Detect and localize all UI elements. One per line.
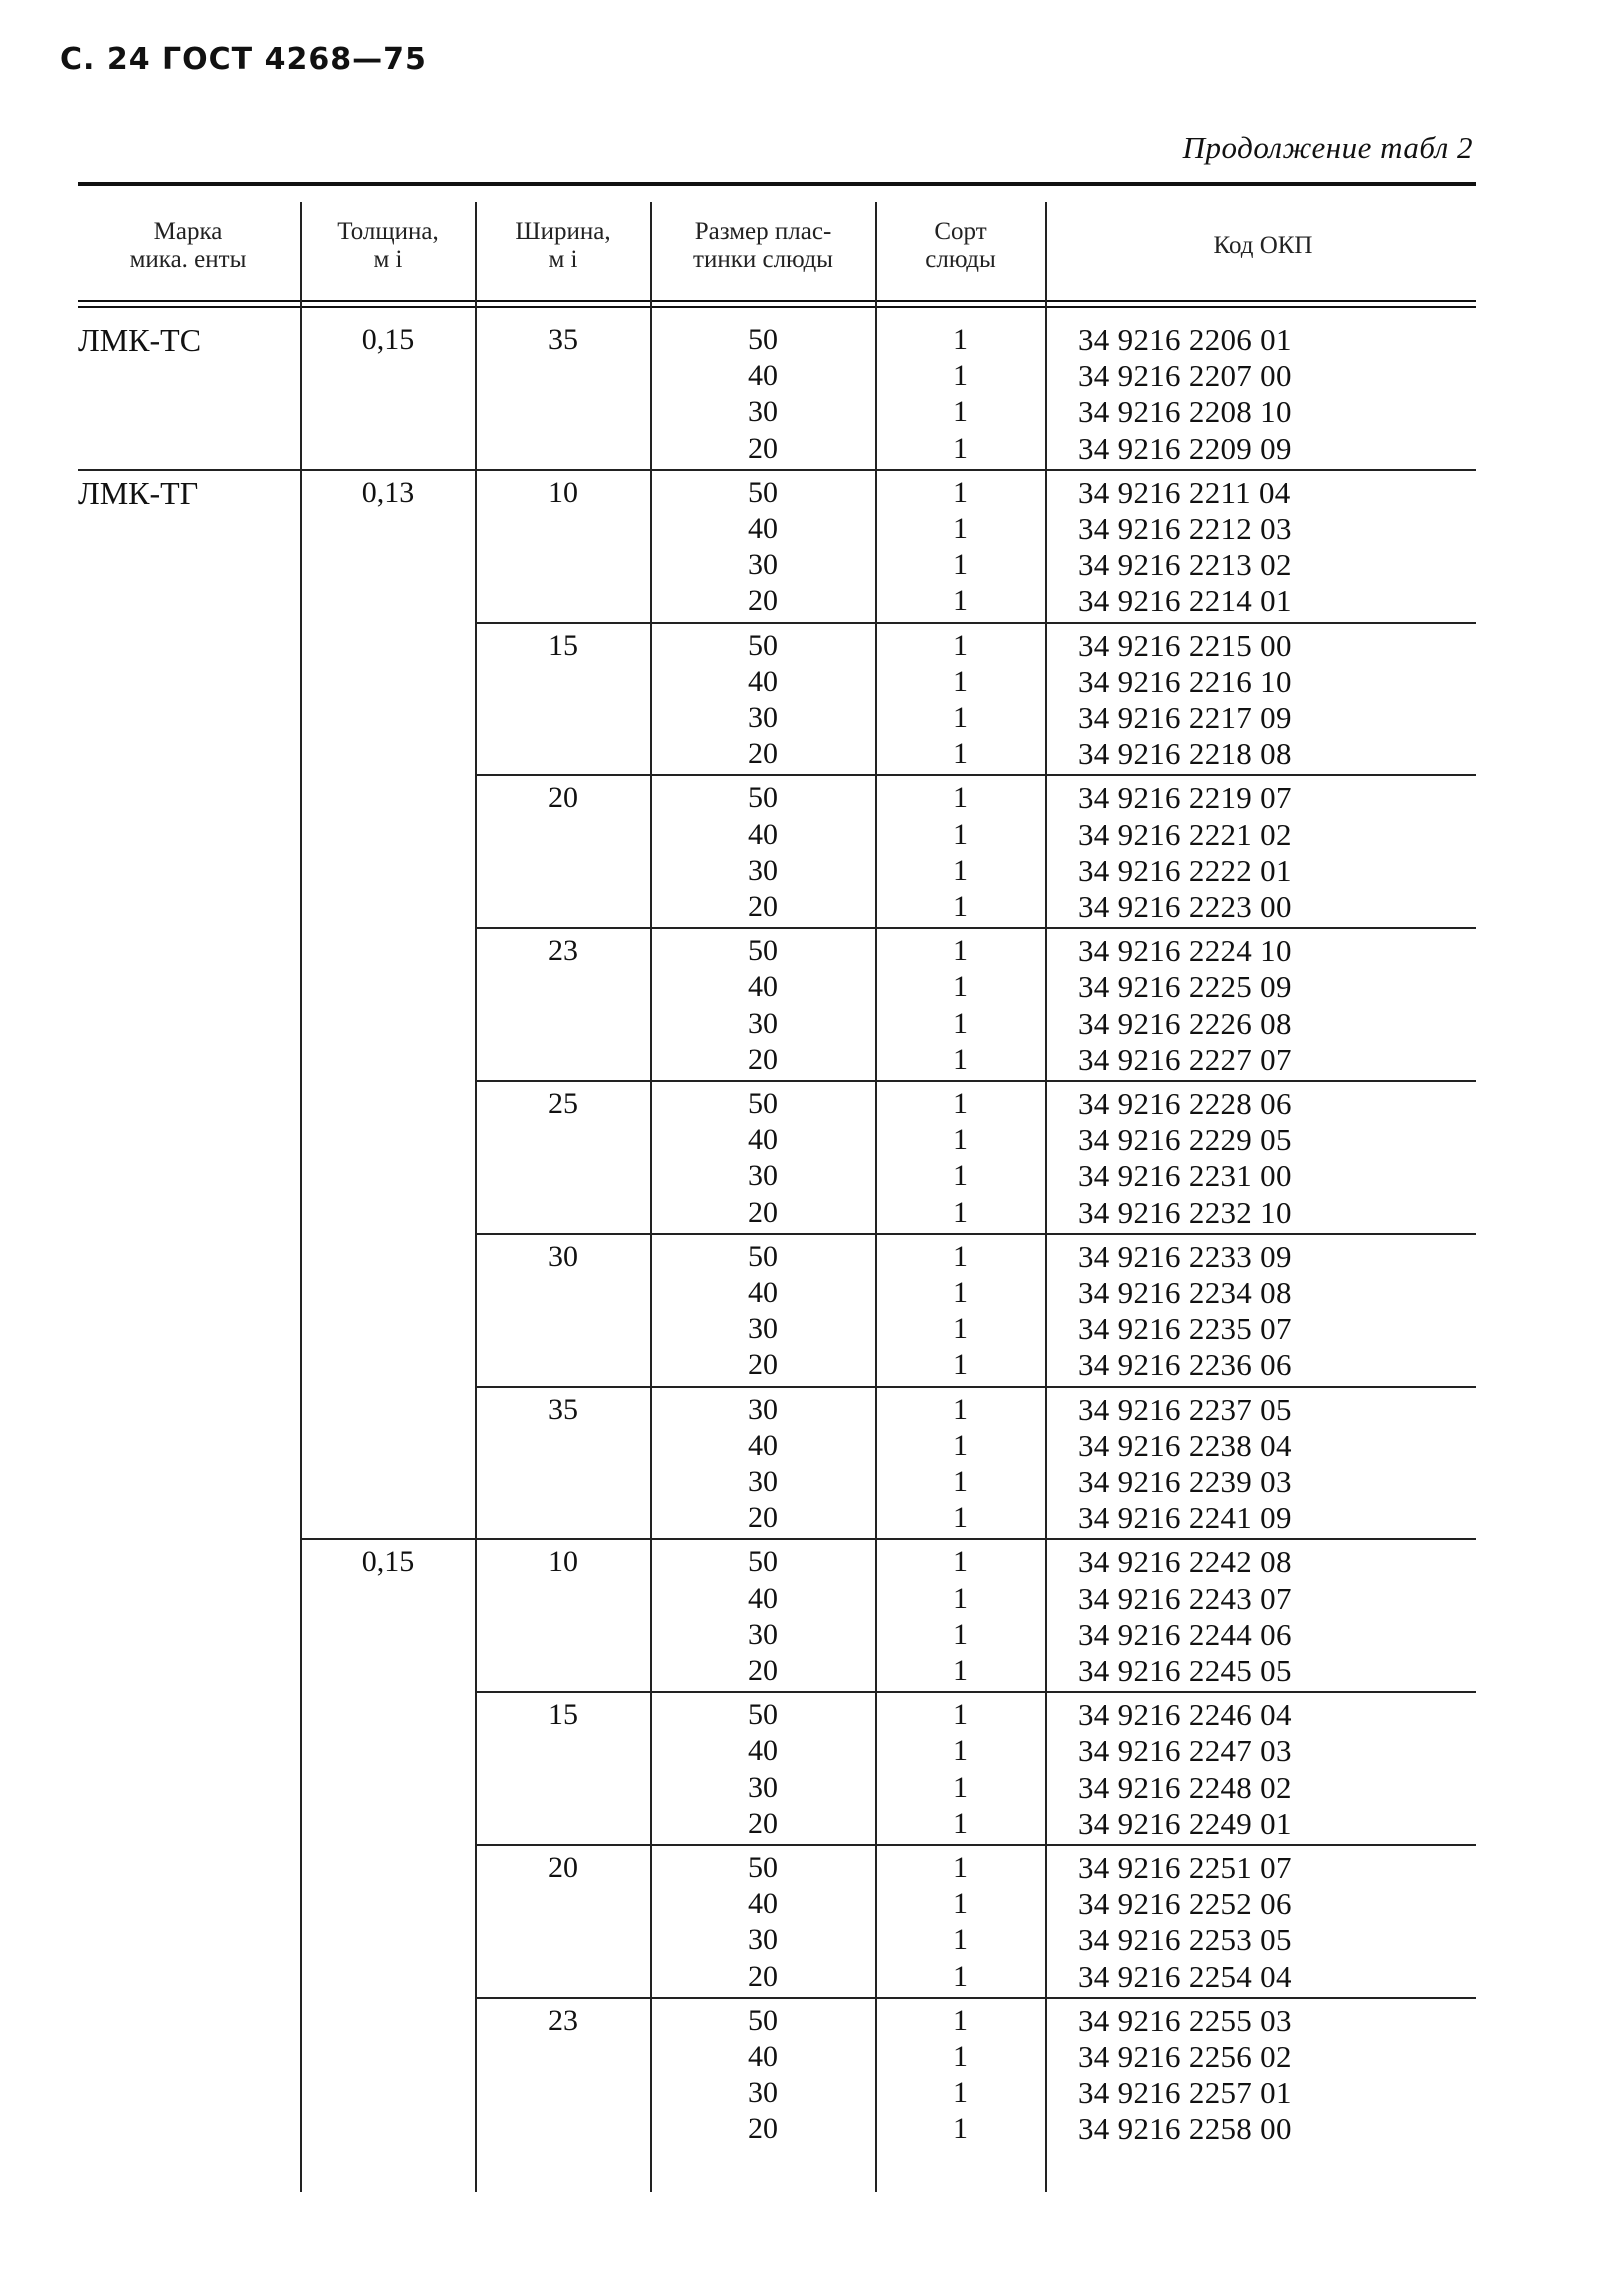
thickness-cell: 0,15 — [361, 323, 415, 356]
okp-code-cell: 34 9216 2238 04 — [1078, 1427, 1292, 1463]
plate-size-cell: 50 — [748, 781, 778, 815]
col-line-5 — [1045, 202, 1047, 2192]
grade-cell: 1 — [953, 1545, 968, 1579]
grade-cell: 1 — [953, 2003, 968, 2037]
header-plate-size: Размер плас- тинки слюды — [693, 218, 833, 273]
okp-code-cell: 34 9216 2249 01 — [1078, 1805, 1292, 1841]
plate-size-cell: 50 — [748, 1851, 778, 1884]
width-cell: 35 — [548, 1392, 578, 1426]
thickness-cell: 0,13 — [361, 475, 415, 509]
grade-cell: 1 — [953, 1465, 968, 1498]
grade-cell: 1 — [953, 1959, 968, 1993]
width-cell: 25 — [548, 1087, 578, 1120]
grade-cell: 1 — [953, 1617, 968, 1651]
grade-cell: 1 — [953, 1123, 968, 1157]
grade-cell: 1 — [953, 1348, 968, 1382]
okp-code-cell: 34 9216 2233 09 — [1078, 1238, 1292, 1274]
okp-code-cell: 34 9216 2255 03 — [1078, 2002, 1292, 2038]
col-line-1 — [300, 202, 302, 2192]
plate-size-cell: 50 — [748, 1087, 778, 1120]
width-cell: 23 — [548, 2003, 578, 2037]
plate-size-cell: 30 — [748, 1617, 778, 1651]
grade-cell: 1 — [953, 1501, 968, 1535]
plate-size-cell: 20 — [748, 1806, 778, 1840]
header-okp-code: Код ОКП — [1213, 232, 1313, 259]
okp-code-cell: 34 9216 2231 00 — [1078, 1158, 1292, 1194]
grade-cell: 1 — [953, 1770, 968, 1804]
grade-cell: 1 — [953, 512, 968, 545]
plate-size-cell: 50 — [748, 1239, 778, 1273]
width-cell: 35 — [548, 323, 578, 356]
plate-size-cell: 40 — [748, 512, 778, 545]
mica-table — [78, 182, 1478, 2192]
width-cell: 15 — [548, 628, 578, 662]
grade-cell: 1 — [953, 359, 968, 393]
group-separator — [78, 469, 1476, 471]
grade-cell: 1 — [953, 1734, 968, 1768]
plate-size-cell: 50 — [748, 628, 778, 662]
plate-size-cell: 50 — [748, 475, 778, 509]
grade-cell: 1 — [953, 475, 968, 509]
okp-code-cell: 34 9216 2257 01 — [1078, 2075, 1292, 2111]
okp-code-cell: 34 9216 2224 10 — [1078, 933, 1292, 969]
plate-size-cell: 40 — [748, 817, 778, 851]
okp-code-cell: 34 9216 2241 09 — [1078, 1500, 1292, 1536]
plate-size-cell: 30 — [748, 548, 778, 582]
okp-code-cell: 34 9216 2247 03 — [1078, 1733, 1292, 1769]
grade-cell: 1 — [953, 1159, 968, 1193]
okp-code-cell: 34 9216 2246 04 — [1078, 1697, 1292, 1733]
plate-size-cell: 40 — [748, 1276, 778, 1309]
width-cell: 23 — [548, 934, 578, 968]
plate-size-cell: 20 — [748, 1348, 778, 1382]
group-separator — [476, 1080, 1476, 1082]
top-rule — [78, 182, 1476, 186]
okp-code-cell: 34 9216 2244 06 — [1078, 1616, 1292, 1652]
plate-size-cell: 50 — [748, 1698, 778, 1732]
okp-code-cell: 34 9216 2242 08 — [1078, 1544, 1292, 1580]
okp-code-cell: 34 9216 2239 03 — [1078, 1464, 1292, 1499]
plate-size-cell: 40 — [748, 2040, 778, 2073]
okp-code-cell: 34 9216 2251 07 — [1078, 1850, 1292, 1885]
okp-code-cell: 34 9216 2215 00 — [1078, 627, 1292, 663]
grade-cell: 1 — [953, 1581, 968, 1615]
okp-code-cell: 34 9216 2253 05 — [1078, 1922, 1292, 1958]
table-continuation-caption: Продолжение табл 2 — [1182, 130, 1473, 165]
plate-size-cell: 20 — [748, 1042, 778, 1076]
col-line-4 — [875, 202, 877, 2192]
plate-size-cell: 40 — [748, 1123, 778, 1157]
okp-code-cell: 34 9216 2235 07 — [1078, 1311, 1292, 1347]
grade-cell: 1 — [953, 323, 968, 356]
grade-cell: 1 — [953, 628, 968, 662]
width-cell: 10 — [548, 1545, 578, 1579]
col-line-2 — [475, 202, 477, 2192]
okp-code-cell: 34 9216 2206 01 — [1078, 322, 1292, 357]
group-separator — [476, 1691, 1476, 1693]
thickness-cell: 0,15 — [361, 1545, 415, 1579]
group-separator — [301, 1538, 1476, 1540]
grade-cell: 1 — [953, 1276, 968, 1309]
okp-code-cell: 34 9216 2209 09 — [1078, 430, 1292, 466]
grade-cell: 1 — [953, 2112, 968, 2146]
okp-code-cell: 34 9216 2227 07 — [1078, 1041, 1292, 1077]
grade-cell: 1 — [953, 1087, 968, 1120]
col-line-3 — [650, 202, 652, 2192]
grade-cell: 1 — [953, 431, 968, 465]
plate-size-cell: 30 — [748, 1770, 778, 1804]
group-separator — [476, 774, 1476, 776]
okp-code-cell: 34 9216 2254 04 — [1078, 1958, 1292, 1994]
okp-code-cell: 34 9216 2221 02 — [1078, 816, 1292, 852]
grade-cell: 1 — [953, 890, 968, 923]
okp-code-cell: 34 9216 2229 05 — [1078, 1122, 1292, 1158]
plate-size-cell: 30 — [748, 1392, 778, 1426]
plate-size-cell: 30 — [748, 1923, 778, 1957]
okp-code-cell: 34 9216 2258 00 — [1078, 2111, 1292, 2147]
okp-code-cell: 34 9216 2245 05 — [1078, 1653, 1292, 1688]
okp-code-cell: 34 9216 2222 01 — [1078, 852, 1292, 888]
width-cell: 15 — [548, 1698, 578, 1732]
grade-cell: 1 — [953, 2076, 968, 2110]
okp-code-cell: 34 9216 2237 05 — [1078, 1391, 1292, 1427]
grade-cell: 1 — [953, 2040, 968, 2073]
okp-code-cell: 34 9216 2214 01 — [1078, 583, 1292, 619]
plate-size-cell: 50 — [748, 1545, 778, 1579]
brand-cell: ЛМК-ТС — [78, 322, 202, 358]
group-separator — [476, 1844, 1476, 1846]
okp-code-cell: 34 9216 2217 09 — [1078, 700, 1292, 735]
plate-size-cell: 30 — [748, 1312, 778, 1346]
grade-cell: 1 — [953, 1851, 968, 1884]
okp-code-cell: 34 9216 2248 02 — [1078, 1769, 1292, 1805]
group-separator — [476, 1233, 1476, 1235]
page-header: С. 24 ГОСТ 4268—75 — [60, 42, 427, 77]
okp-code-cell: 34 9216 2226 08 — [1078, 1005, 1292, 1041]
group-separator — [476, 1386, 1476, 1388]
grade-cell: 1 — [953, 1923, 968, 1957]
grade-cell: 1 — [953, 737, 968, 771]
plate-size-cell: 40 — [748, 1734, 778, 1768]
plate-size-cell: 20 — [748, 1195, 778, 1229]
plate-size-cell: 40 — [748, 1887, 778, 1921]
grade-cell: 1 — [953, 701, 968, 734]
okp-code-cell: 34 9216 2212 03 — [1078, 511, 1292, 546]
okp-code-cell: 34 9216 2236 06 — [1078, 1347, 1292, 1383]
header-thickness: Толщина, м і — [337, 218, 439, 273]
plate-size-cell: 30 — [748, 2076, 778, 2110]
header-width: Ширина, м і — [515, 218, 611, 273]
plate-size-cell: 20 — [748, 1501, 778, 1535]
okp-code-cell: 34 9216 2211 04 — [1078, 474, 1291, 510]
plate-size-cell: 20 — [748, 431, 778, 465]
header-brand: Марка мика. енты — [129, 218, 247, 273]
grade-cell: 1 — [953, 1654, 968, 1687]
grade-cell: 1 — [953, 1392, 968, 1426]
grade-cell: 1 — [953, 1887, 968, 1921]
width-cell: 30 — [548, 1239, 578, 1273]
plate-size-cell: 30 — [748, 1465, 778, 1498]
width-cell: 20 — [548, 781, 578, 815]
group-separator — [476, 927, 1476, 929]
grade-cell: 1 — [953, 1239, 968, 1273]
okp-code-cell: 34 9216 2207 00 — [1078, 358, 1292, 394]
plate-size-cell: 40 — [748, 1581, 778, 1615]
grade-cell: 1 — [953, 1806, 968, 1840]
plate-size-cell: 50 — [748, 934, 778, 968]
okp-code-cell: 34 9216 2208 10 — [1078, 394, 1292, 430]
grade-cell: 1 — [953, 1698, 968, 1732]
grade-cell: 1 — [953, 1312, 968, 1346]
plate-size-cell: 20 — [748, 1654, 778, 1687]
grade-cell: 1 — [953, 664, 968, 698]
grade-cell: 1 — [953, 548, 968, 582]
plate-size-cell: 40 — [748, 1428, 778, 1462]
grade-cell: 1 — [953, 1042, 968, 1076]
plate-size-cell: 20 — [748, 890, 778, 923]
grade-cell: 1 — [953, 934, 968, 968]
plate-size-cell: 40 — [748, 359, 778, 393]
grade-cell: 1 — [953, 781, 968, 815]
plate-size-cell: 30 — [748, 1159, 778, 1193]
plate-size-cell: 20 — [748, 737, 778, 771]
grade-cell: 1 — [953, 395, 968, 429]
group-separator — [476, 622, 1476, 624]
okp-code-cell: 34 9216 2213 02 — [1078, 547, 1292, 583]
grade-cell: 1 — [953, 817, 968, 851]
grade-cell: 1 — [953, 1428, 968, 1462]
brand-cell: ЛМК-ТГ — [78, 474, 199, 511]
okp-code-cell: 34 9216 2225 09 — [1078, 969, 1292, 1005]
okp-code-cell: 34 9216 2252 06 — [1078, 1886, 1292, 1922]
header-bottom-rule — [78, 300, 1476, 302]
plate-size-cell: 50 — [748, 323, 778, 356]
grade-cell: 1 — [953, 853, 968, 887]
plate-size-cell: 30 — [748, 1006, 778, 1040]
okp-code-cell: 34 9216 2219 07 — [1078, 780, 1292, 816]
okp-code-cell: 34 9216 2223 00 — [1078, 889, 1292, 924]
grade-cell: 1 — [953, 1195, 968, 1229]
plate-size-cell: 40 — [748, 664, 778, 698]
plate-size-cell: 20 — [748, 2112, 778, 2146]
grade-cell: 1 — [953, 584, 968, 618]
okp-code-cell: 34 9216 2243 07 — [1078, 1580, 1292, 1616]
okp-code-cell: 34 9216 2232 10 — [1078, 1194, 1292, 1230]
grade-cell: 1 — [953, 970, 968, 1004]
plate-size-cell: 20 — [748, 1959, 778, 1993]
header-grade: Сорт слюды — [925, 218, 996, 273]
plate-size-cell: 50 — [748, 2003, 778, 2037]
okp-code-cell: 34 9216 2234 08 — [1078, 1275, 1292, 1310]
okp-code-cell: 34 9216 2228 06 — [1078, 1086, 1292, 1121]
okp-code-cell: 34 9216 2218 08 — [1078, 736, 1292, 772]
okp-code-cell: 34 9216 2216 10 — [1078, 663, 1292, 699]
plate-size-cell: 30 — [748, 853, 778, 887]
plate-size-cell: 40 — [748, 970, 778, 1004]
grade-cell: 1 — [953, 1006, 968, 1040]
width-cell: 20 — [548, 1851, 578, 1884]
header-bottom-rule-2 — [78, 306, 1476, 308]
group-separator — [476, 1997, 1476, 1999]
plate-size-cell: 30 — [748, 395, 778, 429]
plate-size-cell: 20 — [748, 584, 778, 618]
width-cell: 10 — [548, 475, 578, 509]
okp-code-cell: 34 9216 2256 02 — [1078, 2039, 1292, 2074]
plate-size-cell: 30 — [748, 701, 778, 734]
